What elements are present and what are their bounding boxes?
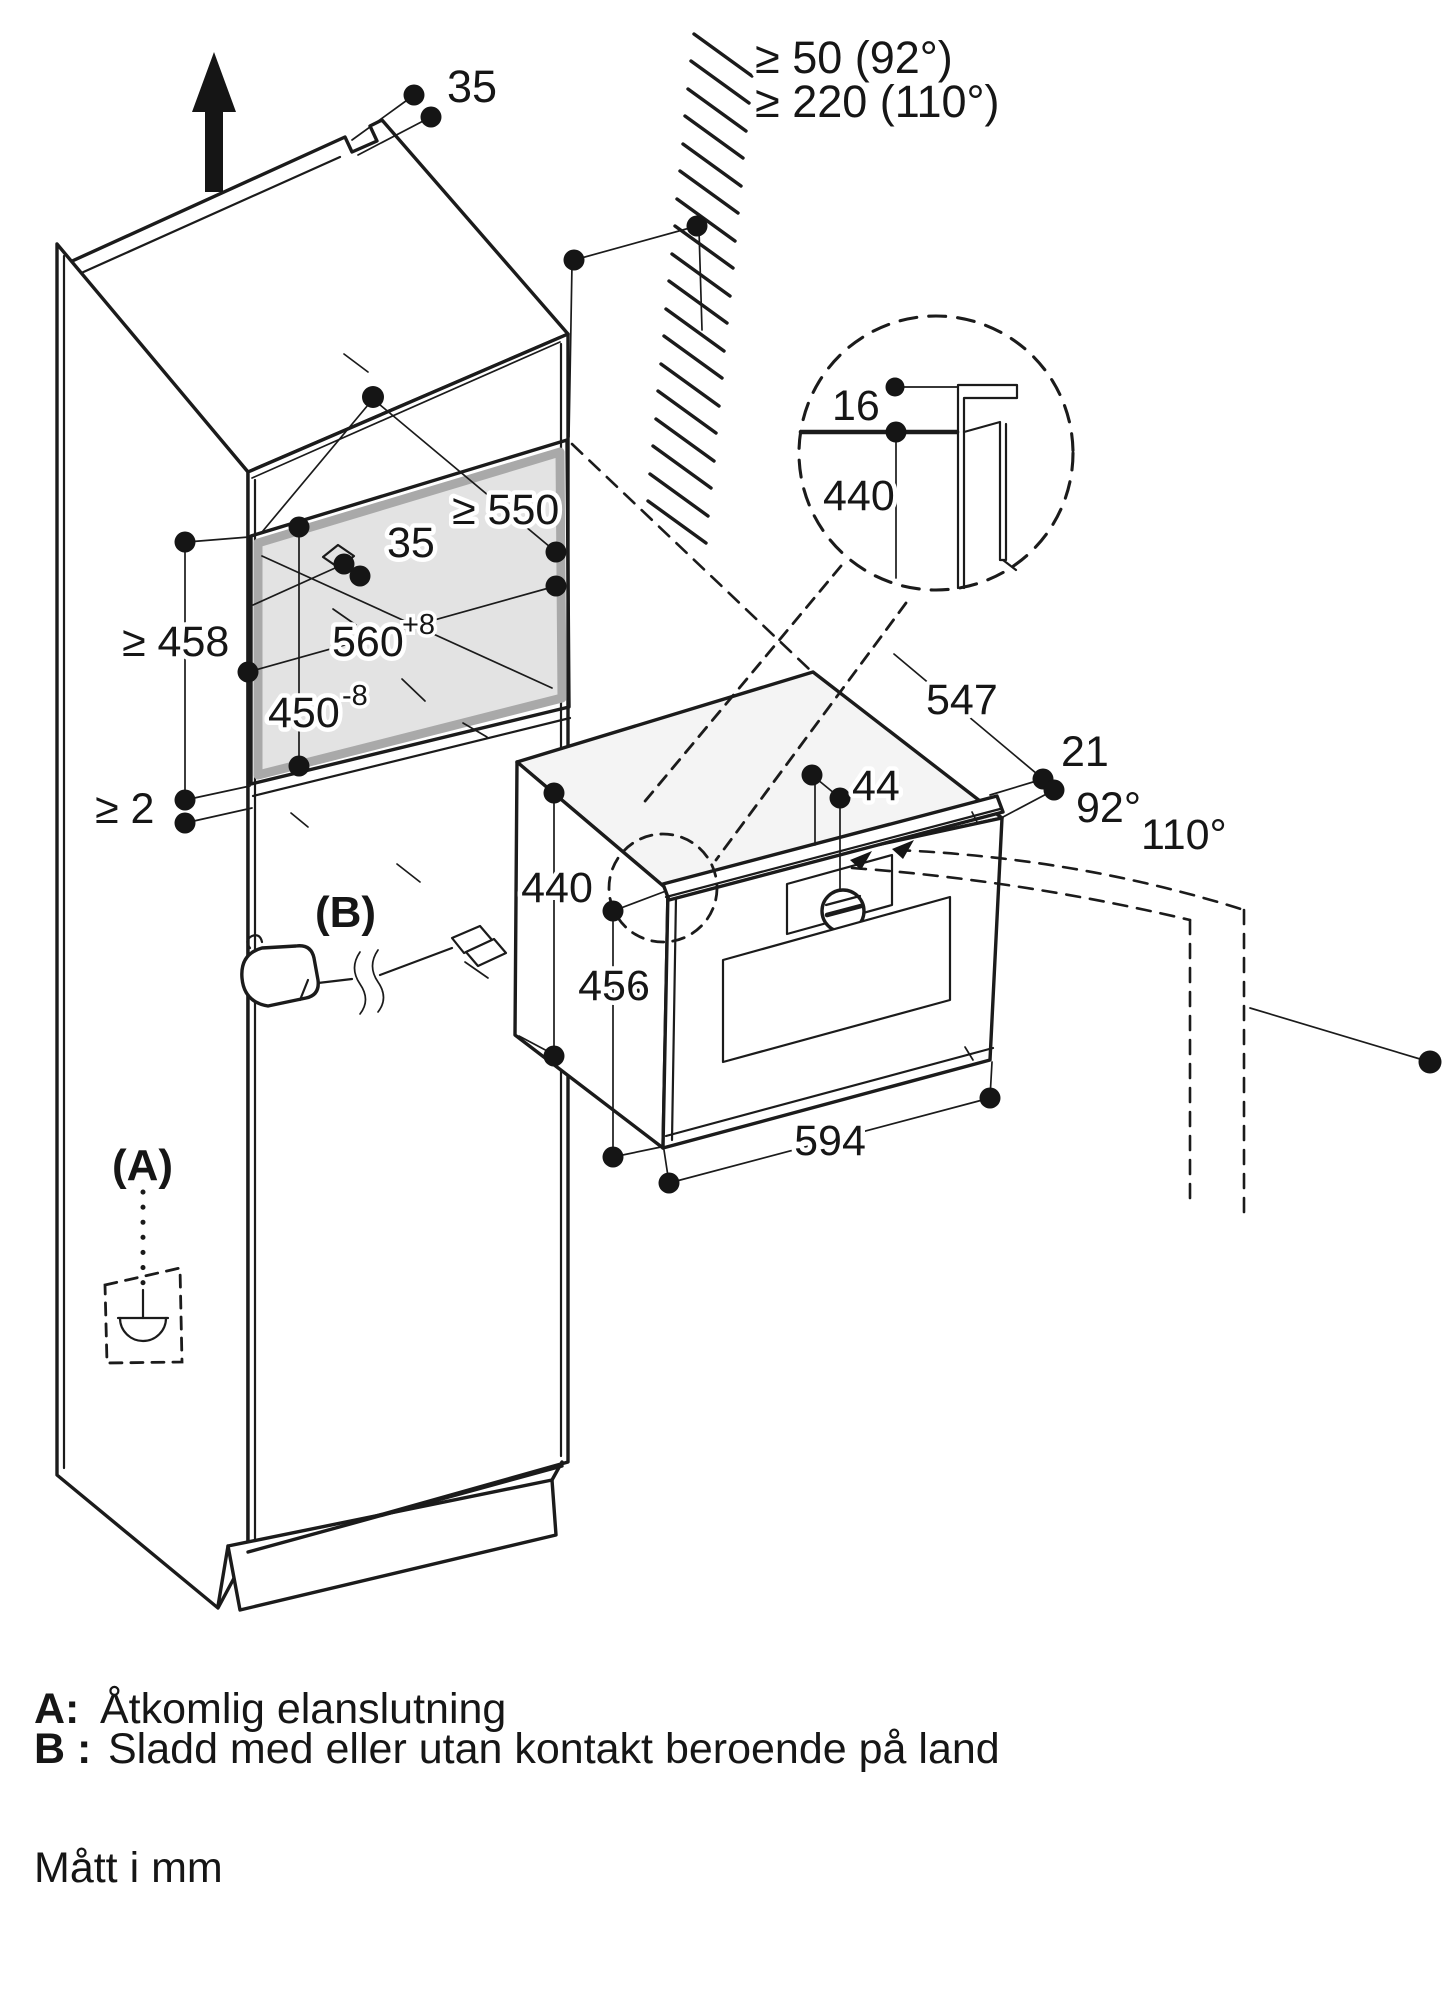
cabinet-side-panel [57,244,248,1608]
dim-detail-height: 440 [823,472,895,520]
dim-door-angle-110: 110° [1141,811,1227,859]
dim-handle-clearance: 21 [1061,728,1109,776]
legend-a-key: A: [34,1685,80,1733]
legend [34,1685,1000,1892]
dim-niche-side: ≥ 458 [122,618,230,666]
callout-b: (B) [315,888,377,937]
legend-a-text: Åtkomlig elanslutning [100,1685,507,1733]
dim-niche-depth: ≥ 550 [452,486,560,534]
dim-niche-width: 560 [332,618,404,666]
dim-niche-trim: 35 [387,519,435,567]
dim-niche-height: 450 [268,689,340,737]
dim-oven-depth: 547 [926,676,998,724]
dim-door-angle-92: 92° [1076,784,1142,832]
dim-wall-clearance-110: ≥ 220 (110°) [755,76,1000,127]
legend-b-text: Sladd med eller utan kontakt beroende på land [108,1725,1000,1773]
dim-niche-height-tol: -8 [342,680,368,712]
dim-oven-height: 440 [521,864,593,912]
dim-knob-offset: 44 [852,762,900,810]
dim-niche-bottom-gap: ≥ 2 [95,785,155,833]
insert-guide-line [572,444,810,670]
legend-b-key: B : [34,1725,92,1773]
legend-units: Mått i mm [34,1844,223,1892]
dim-detail-top-thickness: 16 [832,382,880,430]
callout-a: (A) [112,1141,174,1190]
cabinet [57,120,568,1610]
power-plug-icon [242,946,318,1006]
dim-niche-width-tol: +8 [402,609,436,641]
dim-oven-width: 594 [794,1117,866,1165]
dim-top-vent-gap: 35 [447,61,498,112]
airflow-arrow-icon [192,52,236,192]
detail-circle [799,316,1073,590]
dim-wall-clearance-92: ≥ 50 (92°) [755,32,953,83]
dim-oven-front-height: 456 [578,962,650,1010]
